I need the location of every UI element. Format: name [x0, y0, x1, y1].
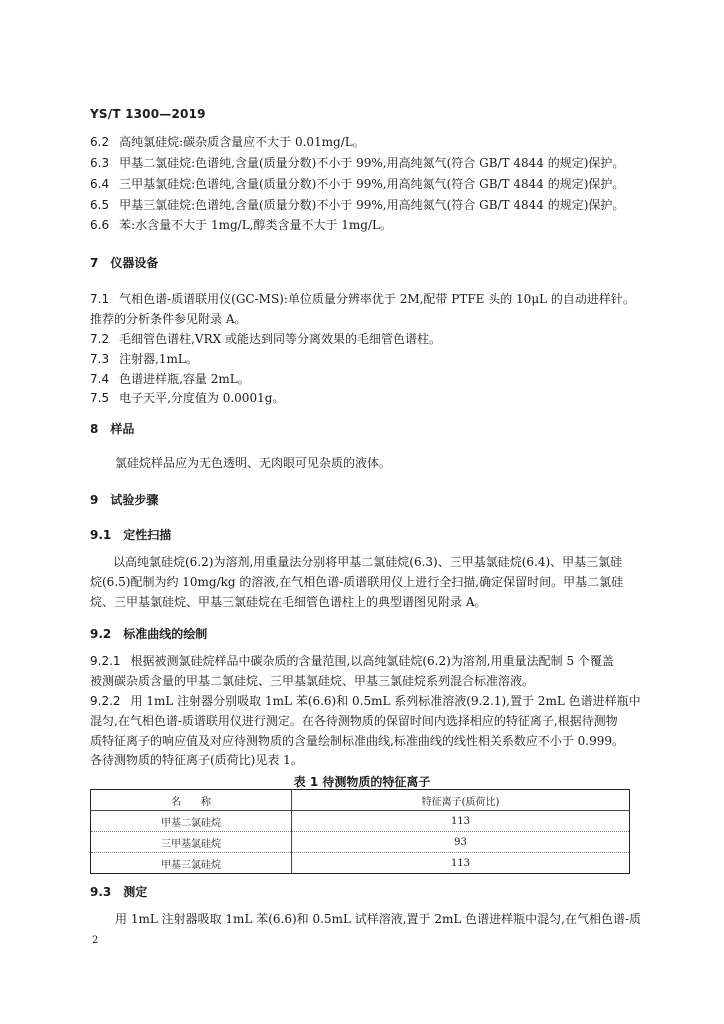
- clause-6-5: [90, 197, 624, 213]
- paragraph-line: 烷、三甲基氯硅烷、甲基三氯硅烷在毛细管色谱柱上的典型谱图见附录 A。: [90, 595, 487, 609]
- section-title: 定性扫描: [123, 528, 172, 542]
- table-cell: 113: [292, 811, 630, 832]
- paragraph-line: 被测碳杂质含量的甲基二氯硅烷、三甲基氯硅烷、甲基三氯硅烷系列混合标准溶液。: [90, 674, 535, 688]
- clause-text: 三甲基氯硅烷:色谱纯,含量(质量分数)不小于 99%,用高纯氮气(符合 GB/T 4844 的规定)保护。: [119, 177, 625, 191]
- table-row: [91, 853, 630, 874]
- section-number: 9.3: [90, 885, 112, 899]
- clause-number: 7.5: [90, 391, 110, 405]
- clause-text: 色谱进样瓶,容量 2mL。: [119, 372, 250, 386]
- section-7-heading: [90, 255, 158, 271]
- clause-text: 高纯氯硅烷:碳杂质含量应不大于 0.01mg/L。: [119, 135, 365, 149]
- clause-6-4: [90, 176, 624, 192]
- table-row: [91, 832, 630, 853]
- table-cell: 三甲基氯硅烷: [91, 832, 292, 853]
- table-1-caption: 表 1 待测物质的特征离子: [293, 775, 431, 789]
- paragraph-line: 各待测物质的特征离子(质荷比)见表 1。: [90, 753, 303, 767]
- section-9-1-heading: [90, 527, 171, 543]
- clause-number: 6.2: [90, 135, 110, 149]
- table-cell: 93: [292, 832, 630, 853]
- section-9-3-heading: [90, 884, 147, 900]
- clause-number: 6.4: [90, 177, 110, 191]
- section-9-heading: [90, 492, 158, 508]
- clause-7-2: [90, 331, 441, 347]
- clause-number: 6.6: [90, 218, 110, 232]
- clause-number: 9.2.1: [90, 654, 121, 668]
- table-cell: 113: [292, 853, 630, 874]
- table-header-row: [91, 790, 630, 811]
- section-number: 8: [90, 422, 99, 436]
- paragraph-line: 质特征离子的响应值及对应待测物质的含量绘制标准曲线,标准曲线的线性相关系数应不小于 0.999。: [90, 734, 624, 748]
- clause-6-3: [90, 155, 624, 171]
- clause-number: 7.1: [90, 292, 110, 306]
- clause-number: 6.3: [90, 156, 110, 170]
- section-9-2-heading: [90, 626, 207, 642]
- clause-7-4: [90, 371, 250, 387]
- clause-number: 7.3: [90, 352, 110, 366]
- document-code-header: YS/T 1300—2019: [90, 107, 206, 121]
- section-number: 7: [90, 256, 99, 270]
- section-title: 样品: [110, 422, 135, 436]
- table-row: [91, 811, 630, 832]
- clause-number: 7.2: [90, 332, 110, 346]
- table-header-ion: 特征离子(质荷比): [292, 790, 630, 811]
- clause-text: 用 1mL 注射器分别吸取 1mL 苯(6.6)和 0.5mL 系列标准溶液(9.2.1),置于 2mL 色谱进样瓶中: [130, 694, 641, 708]
- table-cell: 甲基二氯硅烷: [91, 811, 292, 832]
- section-8-heading: [90, 421, 134, 437]
- section-number: 9.1: [90, 528, 112, 542]
- clause-text: 推荐的分析条件参见附录 A。: [90, 312, 247, 326]
- section-8-body: 氯硅烷样品应为无色透明、无肉眼可见杂质的液体。: [115, 456, 392, 470]
- clause-7-1-continuation: [90, 311, 246, 327]
- section-number: 9: [90, 493, 99, 507]
- clause-text: 苯:水含量不大于 1mg/L,醇类含量不大于 1mg/L。: [119, 218, 392, 232]
- paragraph-line: 混匀,在气相色谱-质谱联用仪进行测定。在各待测物质的保留时间内选择相应的特征离子,根据待测物: [90, 714, 618, 728]
- clause-text: 毛细管色谱柱,VRX 或能达到同等分离效果的毛细管色谱柱。: [119, 332, 441, 346]
- clause-9-2-1: [90, 653, 614, 669]
- paragraph-line: 烷(6.5)配制为约 10mg/kg 的溶液,在气相色谱-质谱联用仪上进行全扫描,确定保留时间。甲基二氯硅: [90, 575, 624, 589]
- section-title: 标准曲线的绘制: [123, 627, 208, 641]
- clause-text: 甲基三氯硅烷:色谱纯,含量(质量分数)不小于 99%,用高纯氮气(符合 GB/T 4844 的规定)保护。: [119, 198, 625, 212]
- clause-number: 6.5: [90, 198, 110, 212]
- clause-text: 甲基二氯硅烷:色谱纯,含量(质量分数)不小于 99%,用高纯氮气(符合 GB/T 4844 的规定)保护。: [119, 156, 625, 170]
- section-title: 仪器设备: [110, 256, 159, 270]
- clause-7-1: [90, 291, 635, 307]
- clause-6-6: [90, 217, 392, 233]
- clause-6-2: [90, 134, 365, 150]
- clause-text: 电子天平,分度值为 0.0001g。: [119, 391, 285, 405]
- clause-7-5: [90, 390, 284, 406]
- section-title: 试验步骤: [110, 493, 159, 507]
- table-header-name: 名 称: [91, 790, 292, 811]
- clause-text: 根据被测氯硅烷样品中碳杂质的含量范围,以高纯氯硅烷(6.2)为溶剂,用重量法配制 5 个覆盖: [130, 654, 614, 668]
- paragraph-line: 以高纯氯硅烷(6.2)为溶剂,用重量法分别将甲基二氯硅烷(6.3)、三甲基氯硅烷(6.4)、甲基三氯硅: [113, 555, 623, 569]
- clause-text: 气相色谱-质谱联用仪(GC-MS):单位质量分辨率优于 2M,配带 PTFE 头的 10μL 的自动进样针。: [119, 292, 635, 306]
- clause-number: 7.4: [90, 372, 110, 386]
- clause-7-3: [90, 351, 198, 367]
- table-1: [90, 789, 630, 874]
- section-title: 测定: [123, 885, 148, 899]
- paragraph-line: 用 1mL 注射器吸取 1mL 苯(6.6)和 0.5mL 试样溶液,置于 2mL 色谱进样瓶中混匀,在气相色谱-质: [115, 912, 642, 926]
- table-cell: 甲基三氯硅烷: [91, 853, 292, 874]
- section-number: 9.2: [90, 627, 112, 641]
- clause-9-2-2: [90, 693, 641, 709]
- clause-text: 注射器,1mL。: [119, 352, 198, 366]
- clause-number: 9.2.2: [90, 694, 121, 708]
- page-number: 2: [92, 935, 99, 946]
